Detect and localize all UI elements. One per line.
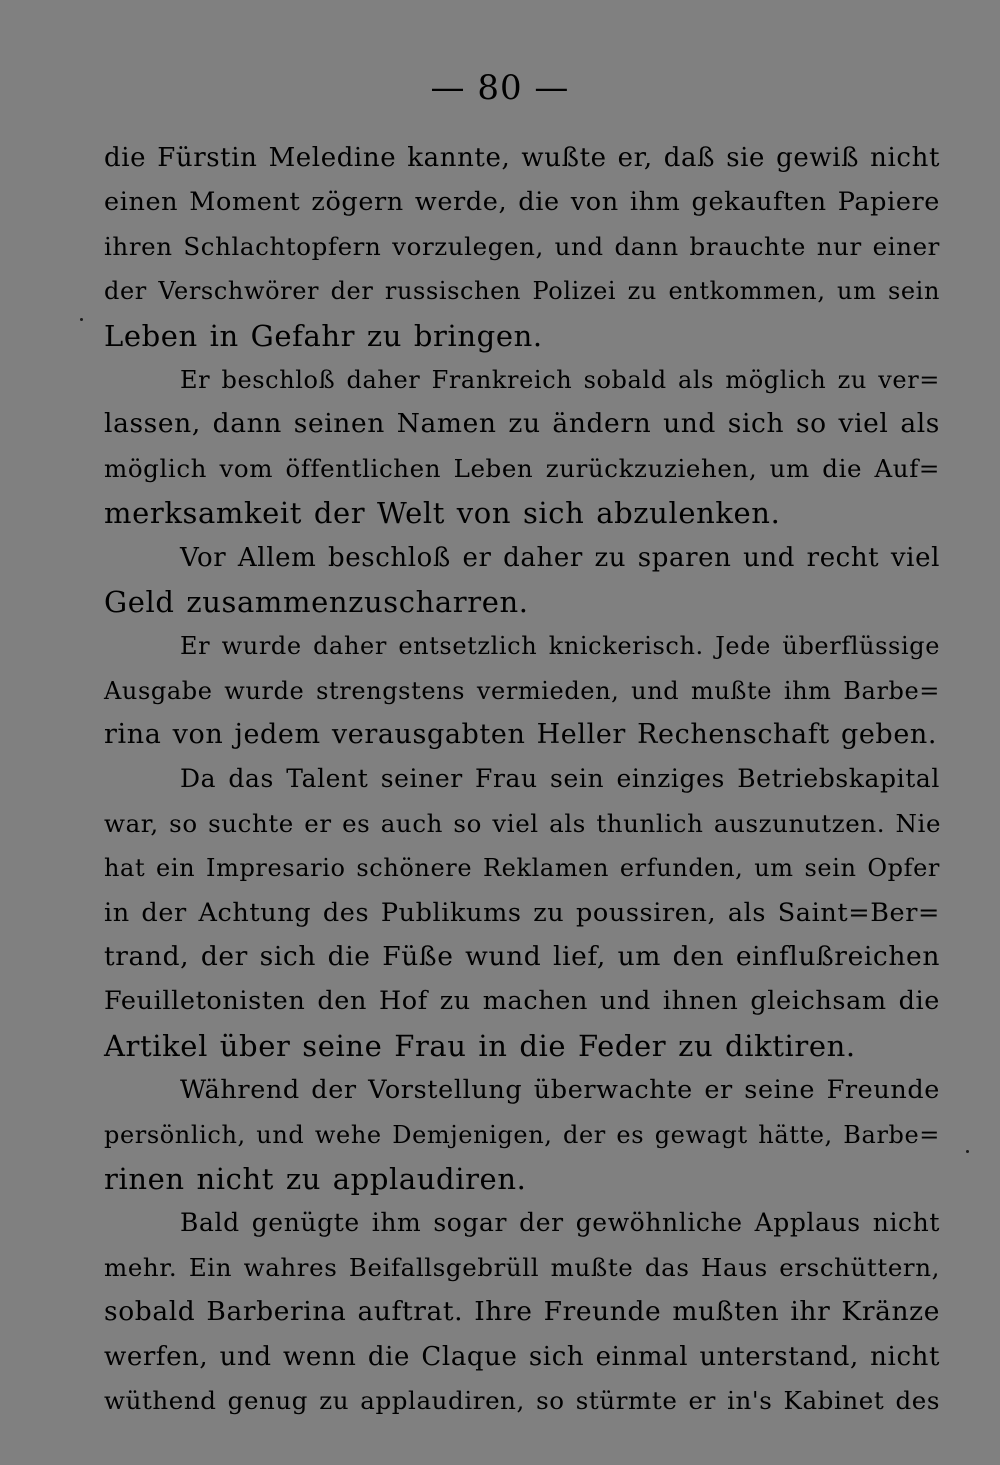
text-line: Er beschloß daher Frankreich sobald als möglich zu ver= xyxy=(180,365,940,394)
text-line: Artikel über seine Frau in die Feder zu diktiren. xyxy=(104,1028,856,1063)
text-line: die Fürstin Meledine kannte, wußte er, daß sie gewiß nicht xyxy=(104,143,940,173)
text-line: wüthend genug zu applaudiren, so stürmte er in's Kabinet des xyxy=(104,1385,940,1415)
text-line: rinen nicht zu applaudiren. xyxy=(104,1161,527,1196)
text-line: merksamkeit der Welt von sich abzulenken. xyxy=(104,496,781,531)
text-line: hat ein Impresario schönere Reklamen erfunden, um sein Opfer xyxy=(104,854,940,883)
text-line: Geld zusammenzuscharren. xyxy=(104,584,529,619)
text-line: Da das Talent seiner Frau sein einziges Betriebskapital xyxy=(180,764,940,794)
text-line: Während der Vorstellung überwachte er seine Freunde xyxy=(180,1075,940,1106)
text-line: ihren Schlachtopfern vorzulegen, und dann brauchte nur einer xyxy=(104,231,940,261)
page-number: — 80 — xyxy=(430,68,570,108)
text-line: in der Achtung des Publikums zu poussiren, als Saint=Ber= xyxy=(104,897,940,928)
text-line: möglich vom öffentlichen Leben zurückzuziehen, um die Auf= xyxy=(104,453,940,483)
body-text xyxy=(104,136,940,1423)
text-line: mehr. Ein wahres Beifallsgebrüll mußte das Haus erschüttern, xyxy=(104,1252,940,1282)
text-line: sobald Barberina auftrat. Ihre Freunde mußten ihr Kränze xyxy=(104,1296,940,1328)
text-line: Leben in Gefahr zu bringen. xyxy=(104,318,543,353)
text-line: werfen, und wenn die Claque sich einmal unterstand, nicht xyxy=(104,1341,940,1372)
text-line: Vor Allem beschloß er daher zu sparen und recht viel xyxy=(180,542,940,573)
text-line: persönlich, und wehe Demjenigen, der es gewagt hätte, Barbe= xyxy=(104,1120,940,1149)
text-line: war, so suchte er es auch so viel als thunlich auszunutzen. Nie xyxy=(104,808,942,838)
scan-speck xyxy=(966,1150,969,1153)
text-line: Er wurde daher entsetzlich knickerisch. Jede überflüssige xyxy=(180,632,940,661)
text-line: der Verschwörer der russischen Polizei zu entkommen, um sein xyxy=(104,277,940,306)
scan-speck xyxy=(80,318,83,321)
text-line: rina von jedem verausgabten Heller Rechenschaft geben. xyxy=(104,719,938,751)
text-line: Ausgabe wurde strengstens vermieden, und mußte ihm Barbe= xyxy=(104,676,940,705)
text-line: lassen, dann seinen Namen zu ändern und sich so viel als xyxy=(104,408,940,440)
text-line: trand, der sich die Füße wund lief, um den einflußreichen xyxy=(104,941,940,973)
text-line: einen Moment zögern werde, die von ihm gekauften Papiere xyxy=(104,187,940,218)
text-line: Feuilletonisten den Hof zu machen und ihnen gleichsam die xyxy=(104,986,940,1017)
text-line: Bald genügte ihm sogar der gewöhnliche Applaus nicht xyxy=(180,1208,940,1238)
